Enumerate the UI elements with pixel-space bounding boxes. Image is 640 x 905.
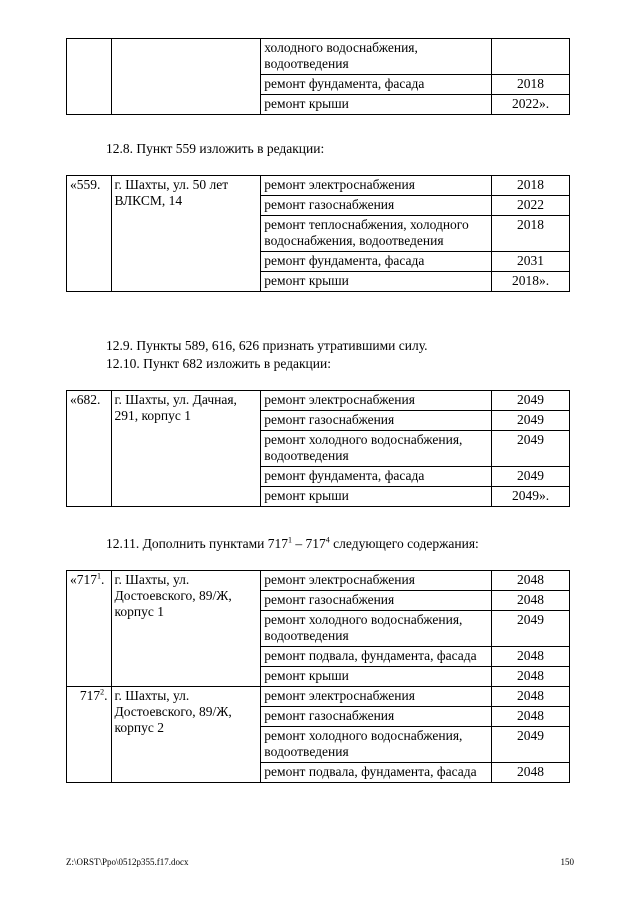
cell-work: ремонт холодного водоснабжения, водоотведения xyxy=(261,727,492,763)
table-row xyxy=(67,39,570,75)
cell-work: ремонт крыши xyxy=(261,667,492,687)
cell-year: 2018 xyxy=(492,75,570,95)
cell-work: холодного водоснабжения, водоотведения xyxy=(261,39,492,75)
cell-year: 2048 xyxy=(492,687,570,707)
cell-work: ремонт подвала, фундамента, фасада xyxy=(261,647,492,667)
cell-year: 2048 xyxy=(492,667,570,687)
cell-number: «559. xyxy=(67,176,112,292)
cell-address: г. Шахты, ул. 50 лет ВЛКСМ, 14 xyxy=(111,176,261,292)
cell-work: ремонт электроснабжения xyxy=(261,176,492,196)
cell-number xyxy=(67,687,112,783)
table-row xyxy=(67,687,570,707)
cell-year: 2048 xyxy=(492,707,570,727)
num-tail: . xyxy=(104,688,108,703)
cell-year: 2049 xyxy=(492,391,570,411)
cell-year: 2022». xyxy=(492,95,570,115)
cell-year: 2049 xyxy=(492,727,570,763)
cell-number: «682. xyxy=(67,391,112,507)
cell-year: 2018». xyxy=(492,272,570,292)
cell-work: ремонт холодного водоснабжения, водоотведения xyxy=(261,431,492,467)
cell-work: ремонт газоснабжения xyxy=(261,707,492,727)
cell-address: г. Шахты, ул. Достоевского, 89/Ж, корпус 2 xyxy=(111,687,261,783)
cell-work: ремонт газоснабжения xyxy=(261,196,492,216)
cell-number xyxy=(67,39,112,115)
table-row xyxy=(67,391,570,411)
cell-address xyxy=(111,39,261,115)
cell-year: 2018 xyxy=(492,216,570,252)
num-sup: 2 xyxy=(100,687,105,697)
num-tail: . xyxy=(101,572,105,587)
cell-work: ремонт теплоснабжения, холодного водоснабжения, водоотведения xyxy=(261,216,492,252)
paragraph-12-9: 12.9. Пункты 589, 616, 626 признать утратившими силу. xyxy=(106,338,428,353)
cell-year: 2049 xyxy=(492,411,570,431)
cell-work: ремонт фундамента, фасада xyxy=(261,75,492,95)
cell-year: 2048 xyxy=(492,647,570,667)
cell-year: 2049 xyxy=(492,611,570,647)
paragraph-12-8: 12.8. Пункт 559 изложить в редакции: xyxy=(106,141,325,156)
para-suffix: следующего содержания: xyxy=(329,536,479,551)
para-sup-2: 4 xyxy=(325,535,330,545)
paragraph-12-10: 12.10. Пункт 682 изложить в редакции: xyxy=(106,356,331,371)
table-row xyxy=(67,176,570,196)
cell-work: ремонт подвала, фундамента, фасада xyxy=(261,763,492,783)
cell-work: ремонт крыши xyxy=(261,95,492,115)
page-number: 150 xyxy=(560,857,574,867)
cell-work: ремонт фундамента, фасада xyxy=(261,252,492,272)
para-dash: – 717 xyxy=(292,536,326,551)
cell-year: 2018 xyxy=(492,176,570,196)
cell-year: 2049». xyxy=(492,487,570,507)
num-text: «717 xyxy=(70,572,97,587)
cell-work: ремонт крыши xyxy=(261,487,492,507)
cell-work: ремонт электроснабжения xyxy=(261,687,492,707)
table-717 xyxy=(66,570,570,783)
cell-number xyxy=(67,571,112,687)
cell-address: г. Шахты, ул. Достоевского, 89/Ж, корпус 1 xyxy=(111,571,261,687)
cell-work: ремонт газоснабжения xyxy=(261,411,492,431)
num-sup: 1 xyxy=(97,571,101,581)
para-prefix: 12.11. Дополнить пунктами 717 xyxy=(106,536,289,551)
cell-work: ремонт фундамента, фасада xyxy=(261,467,492,487)
cell-year: 2049 xyxy=(492,467,570,487)
table-682 xyxy=(66,390,570,507)
cell-work: ремонт крыши xyxy=(261,272,492,292)
cell-year xyxy=(492,39,570,75)
cell-year: 2031 xyxy=(492,252,570,272)
cell-work: ремонт электроснабжения xyxy=(261,391,492,411)
cell-year: 2048 xyxy=(492,763,570,783)
cell-work: ремонт электроснабжения xyxy=(261,571,492,591)
cell-work: ремонт газоснабжения xyxy=(261,591,492,611)
footer-file-path: Z:\ORST\Ppo\0512p355.f17.docx xyxy=(66,857,189,867)
cell-address: г. Шахты, ул. Дачная, 291, корпус 1 xyxy=(111,391,261,507)
table-continued xyxy=(66,38,570,115)
para-sup-1: 1 xyxy=(288,535,293,545)
cell-year: 2048 xyxy=(492,571,570,591)
cell-work: ремонт холодного водоснабжения, водоотведения xyxy=(261,611,492,647)
num-text: 717 xyxy=(79,688,101,703)
cell-year: 2022 xyxy=(492,196,570,216)
table-row xyxy=(67,571,570,591)
cell-year: 2048 xyxy=(492,591,570,611)
cell-year: 2049 xyxy=(492,431,570,467)
table-559 xyxy=(66,175,570,292)
paragraph-12-11 xyxy=(106,535,479,553)
